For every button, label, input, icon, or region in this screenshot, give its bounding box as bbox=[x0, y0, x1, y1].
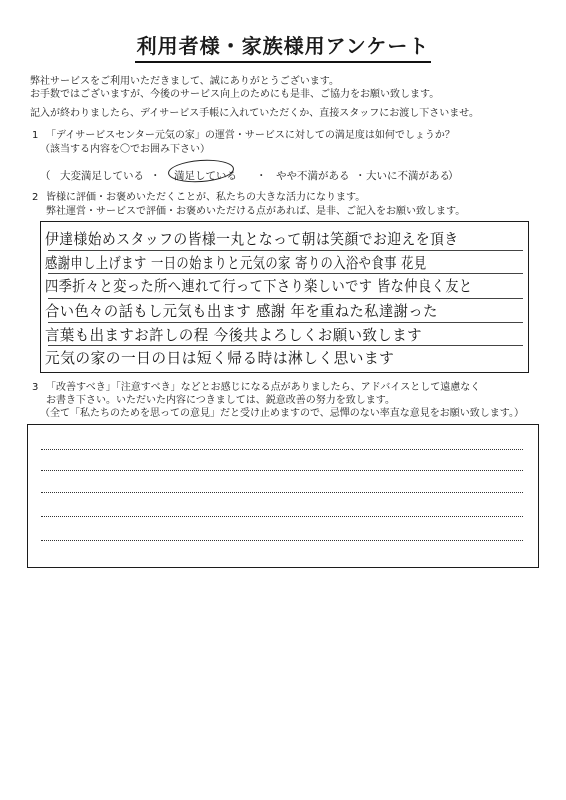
q1-note: （該当する内容を〇でお囲み下さい） bbox=[40, 144, 210, 155]
dotted-rule-line bbox=[41, 516, 523, 517]
option-separator-dot: ・ bbox=[150, 170, 161, 182]
q2-question: 皆様に評価・お褒めいただくことが、私たちの大きな活力になります。 bbox=[46, 192, 366, 203]
intro-line-2: お手数ではございますが、今後のサービス向上のためにも是非、ご協力をお願い致します。 bbox=[30, 89, 440, 100]
q1-question: 「デイサービスセンター元気の家」の運営・サービスに対しての満足度は如何でしょうか？ bbox=[46, 130, 455, 141]
q3-question: 「改善すべき」「注意すべき」などとお感じになる点がありましたら、アドバイスとして遠慮なく bbox=[46, 382, 481, 393]
q2-question-line-2: 弊社運営・サービスで評価・お褒めいただける点があれば、是非、ご記入をお願い致します。 bbox=[46, 206, 466, 217]
q1-number: 1 bbox=[32, 130, 39, 141]
answer-rule-line bbox=[48, 322, 523, 323]
option-separator-dot: ・ bbox=[256, 170, 267, 182]
dotted-rule-line bbox=[41, 492, 523, 493]
answer-rule-line bbox=[48, 345, 523, 346]
q2-number: 2 bbox=[32, 192, 39, 203]
q3-answer-box[interactable] bbox=[27, 424, 539, 568]
answer-rule-line bbox=[48, 250, 523, 251]
handwritten-answer-line: 伊達様始めスタッフの皆様一丸となって朝は笑顔でお迎えを頂き bbox=[45, 230, 459, 248]
answer-rule-line bbox=[48, 298, 523, 299]
page-title: 利用者様・家族様用アンケート bbox=[136, 34, 430, 58]
dotted-rule-line bbox=[41, 540, 523, 541]
option-separator-dot: ・ bbox=[355, 170, 366, 182]
dotted-rule-line bbox=[41, 470, 523, 471]
q3-note: （全て「私たちのためを思っての意見」だと受け止めますので、忌憚のない率直な意見をお願い致します。） bbox=[40, 408, 524, 419]
handwritten-answer-line: 四季折々と変った所へ連れて行って下さり楽しいです 皆な仲良く友と bbox=[45, 277, 473, 295]
intro-line-1: 弊社サービスをご利用いただきまして、誠にありがとうございます。 bbox=[30, 76, 339, 87]
option-very-satisfied[interactable]: 大変満足している bbox=[60, 170, 144, 182]
option-satisfied[interactable]: 満足している bbox=[174, 170, 237, 182]
choices-close-paren: ） bbox=[448, 170, 459, 182]
option-very-dissatisfied[interactable]: 大いに不満がある bbox=[366, 170, 450, 182]
q3-number: 3 bbox=[32, 382, 39, 393]
title-underline bbox=[135, 61, 431, 63]
q3-question-line-2: お書き下さい。いただいた内容につきましては、鋭意改善の努力を致します。 bbox=[46, 395, 395, 406]
intro-line-3: 記入が終わりましたら、デイサービス手帳に入れていただくか、直接スタッフにお渡し下さいませ。 bbox=[30, 108, 479, 119]
answer-rule-line bbox=[48, 273, 523, 274]
dotted-rule-line bbox=[41, 449, 523, 450]
handwritten-answer-line: 言葉も出ますお許しの程 今後共よろしくお願い致します bbox=[45, 326, 423, 344]
handwritten-answer-line: 元気の家の一日の日は短く帰る時は淋しく思います bbox=[45, 349, 395, 367]
handwritten-answer-line: 感謝申し上げます 一日の始まりと元気の家 寄りの入浴や食事 花見 bbox=[45, 254, 427, 272]
option-somewhat-dissatisfied[interactable]: やや不満がある bbox=[276, 170, 350, 182]
handwritten-answer-line: 合い色々の話もし元気も出ます 感謝 年を重ねた私達謝った bbox=[45, 302, 438, 320]
choices-open-paren: （ bbox=[40, 170, 51, 182]
